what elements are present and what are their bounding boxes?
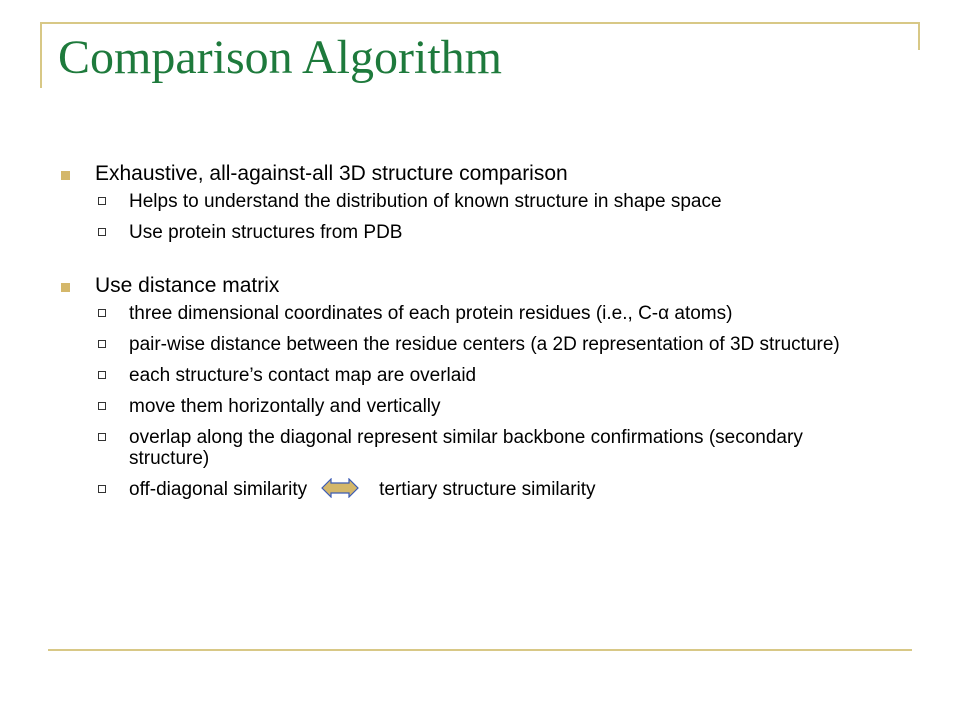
bullet-text: three dimensional coordinates of each protein residues (i.e., C-α atoms): [129, 303, 733, 324]
bullet-text: each structure’s contact map are overlaid: [129, 365, 477, 386]
bullet-level2: [58, 427, 868, 469]
bullet-level1: [58, 274, 868, 298]
bullet-text-left: off-diagonal similarity: [129, 479, 308, 500]
hollow-square-bullet-icon: [98, 485, 106, 493]
bullet-text: Exhaustive, all-against-all 3D structure comparison: [95, 162, 568, 185]
square-bullet-icon: [61, 283, 70, 292]
bullet-text: Use protein structures from PDB: [129, 222, 403, 243]
bullet-text: Use distance matrix: [95, 274, 280, 297]
bullet-text: overlap along the diagonal represent similar backbone confirmations (secondary structure): [129, 427, 803, 469]
bullet-level2: [58, 396, 868, 417]
slide-title: Comparison Algorithm: [58, 31, 502, 84]
frame-bottom-rule: [48, 649, 912, 651]
square-bullet-icon: [61, 171, 70, 180]
hollow-square-bullet-icon: [98, 228, 106, 236]
bullet-level2: [58, 303, 868, 324]
hollow-square-bullet-icon: [98, 197, 106, 205]
bullet-level1: [58, 162, 868, 186]
bullet-level2: [58, 365, 868, 386]
frame-left-rule: [40, 22, 42, 88]
hollow-square-bullet-icon: [98, 309, 106, 317]
double-arrow-icon: [321, 478, 359, 498]
bullet-text: pair-wise distance between the residue centers (a 2D representation of 3D structure): [129, 334, 840, 355]
hollow-square-bullet-icon: [98, 371, 106, 379]
bullet-level2: [58, 334, 868, 355]
hollow-square-bullet-icon: [98, 433, 106, 441]
slide-content: [58, 162, 868, 500]
bullet-level2: [58, 191, 868, 212]
hollow-square-bullet-icon: [98, 340, 106, 348]
bullet-text-right: tertiary structure similarity: [379, 479, 596, 500]
bullet-level2: [58, 479, 868, 500]
frame-top-rule: [40, 22, 920, 24]
bullet-text: Helps to understand the distribution of known structure in shape space: [129, 191, 722, 212]
frame-right-rule: [918, 22, 920, 50]
bullet-level2: [58, 222, 868, 243]
bullet-text: move them horizontally and vertically: [129, 396, 441, 417]
hollow-square-bullet-icon: [98, 402, 106, 410]
